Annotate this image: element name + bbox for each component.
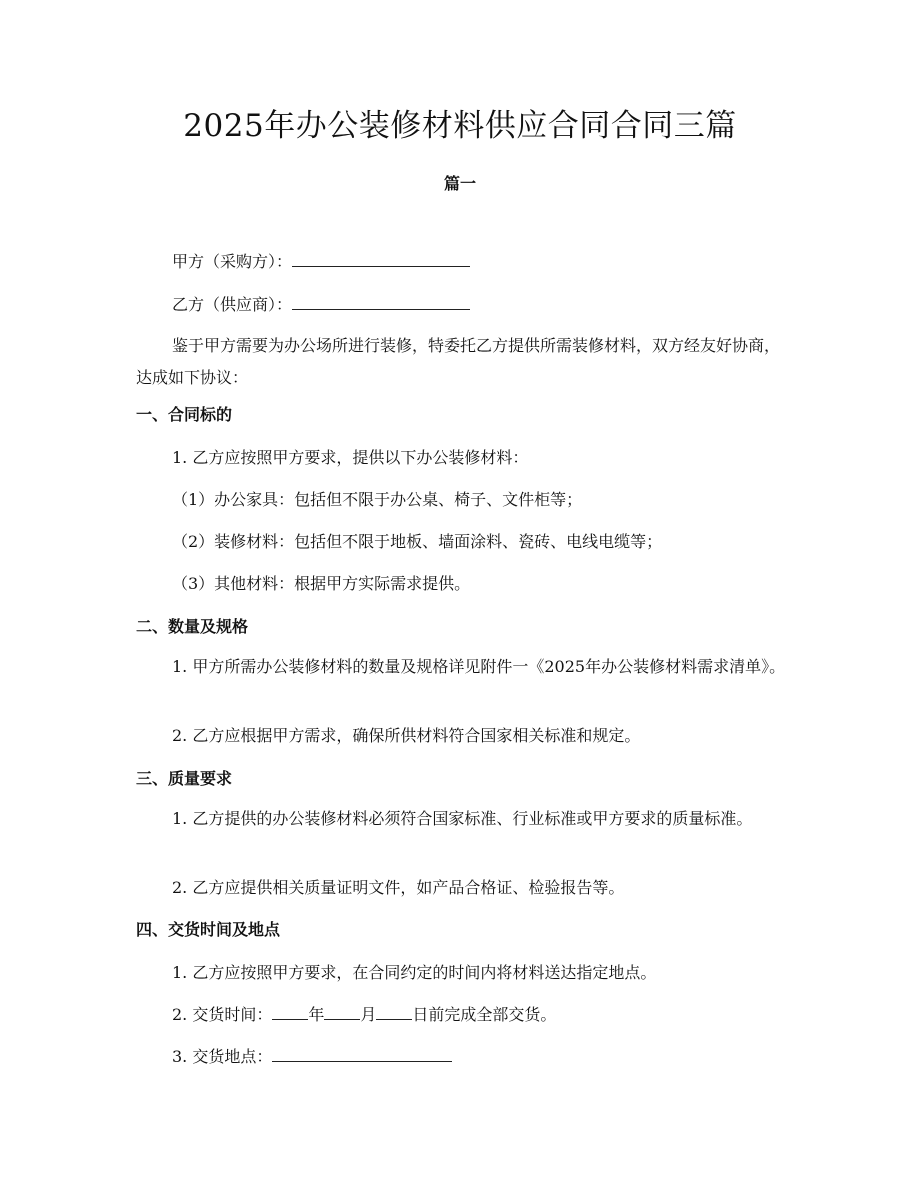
list-item: 1. 乙方提供的办公装修材料必须符合国家标准、行业标准或甲方要求的质量标准。 bbox=[172, 809, 753, 828]
delivery-time-label: 2. 交货时间： bbox=[172, 1005, 273, 1024]
delivery-place-line bbox=[172, 1045, 786, 1069]
delivery-time-line bbox=[172, 1003, 786, 1027]
list-item: （3）其他材料：根据甲方实际需求提供。 bbox=[172, 574, 471, 593]
document-subtitle: 篇一 bbox=[443, 174, 476, 193]
list-item: 1. 乙方应按照甲方要求，在合同约定的时间内将材料送达指定地点。 bbox=[172, 963, 657, 982]
day-blank bbox=[376, 1003, 412, 1020]
month-label: 月 bbox=[360, 1005, 377, 1024]
delivery-place-blank bbox=[272, 1045, 452, 1062]
document-title: 2025年办公装修材料供应合同合同三篇 bbox=[183, 108, 737, 144]
intro-paragraph: 鉴于甲方需要为办公场所进行装修，特委托乙方提供所需装修材料，双方经友好协商，达成如下协议： bbox=[136, 336, 781, 387]
party-a-line bbox=[172, 250, 786, 274]
list-item: 2. 乙方应提供相关质量证明文件，如产品合格证、检验报告等。 bbox=[172, 878, 625, 897]
list-item: （1）办公家具：包括但不限于办公桌、椅子、文件柜等； bbox=[172, 490, 583, 509]
year-blank bbox=[272, 1003, 308, 1020]
year-label: 年 bbox=[308, 1005, 325, 1024]
section-heading: 三、质量要求 bbox=[136, 769, 233, 788]
party-b-blank bbox=[292, 293, 470, 310]
party-a-blank bbox=[292, 250, 470, 267]
section-heading: 一、合同标的 bbox=[136, 405, 233, 424]
delivery-place-label: 3. 交货地点： bbox=[172, 1047, 273, 1066]
section-heading: 二、数量及规格 bbox=[136, 617, 249, 636]
month-blank bbox=[324, 1003, 360, 1020]
list-item: 1. 乙方应按照甲方要求，提供以下办公装修材料： bbox=[172, 448, 529, 467]
party-b-line bbox=[172, 293, 786, 317]
delivery-time-suffix: 日前完成全部交货。 bbox=[412, 1005, 557, 1024]
list-item: 2. 乙方应根据甲方需求，确保所供材料符合国家相关标准和规定。 bbox=[172, 726, 641, 745]
section-heading: 四、交货时间及地点 bbox=[136, 920, 281, 939]
party-b-label: 乙方（供应商）： bbox=[172, 295, 293, 314]
party-a-label: 甲方（采购方）： bbox=[172, 252, 293, 271]
list-item: （2）装修材料：包括但不限于地板、墙面涂料、瓷砖、电线电缆等； bbox=[172, 532, 663, 551]
list-item: 1. 甲方所需办公装修材料的数量及规格详见附件一《2025年办公装修材料需求清单》。 bbox=[172, 657, 786, 676]
